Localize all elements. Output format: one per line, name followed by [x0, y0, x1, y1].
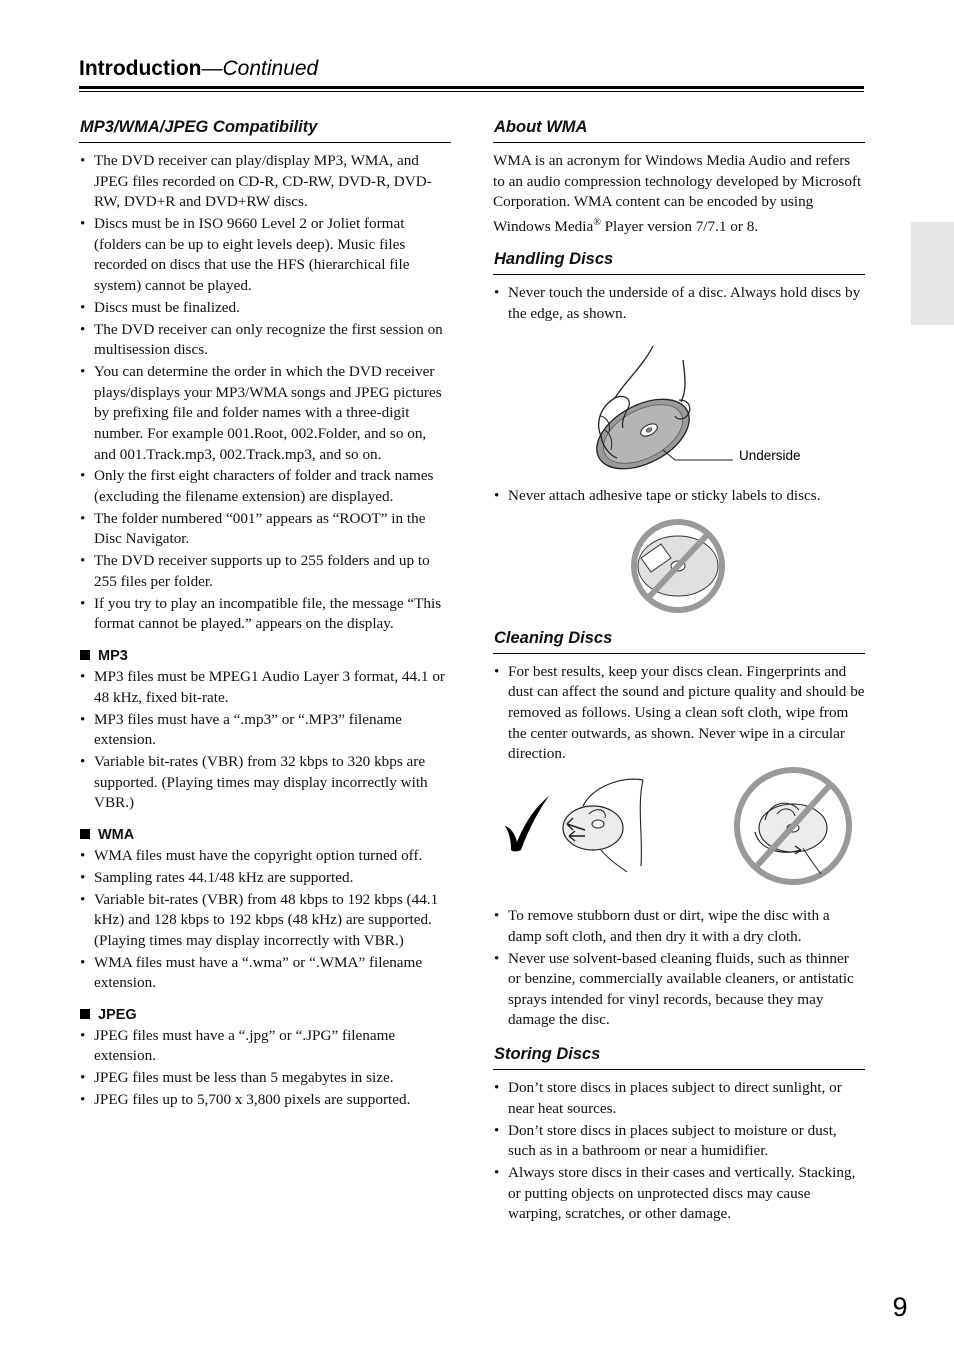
list-item: • Discs must be finalized.	[79, 298, 451, 319]
correct-wiping-illustration	[563, 779, 643, 872]
about-wma-paragraph	[493, 151, 865, 237]
section-title-handling: Handling Discs	[493, 249, 865, 275]
list-item: • Never use solvent-based cleaning fluids, such as thinner or benzine, commercially available cleaners, or antistatic sprays intended for vinyl records, because they may damage the disc.	[493, 949, 865, 1031]
storing-list	[493, 1078, 865, 1225]
about-wma-text-end: Player version 7/7.1 or 8.	[600, 217, 759, 235]
compatibility-list	[79, 151, 451, 635]
about-wma-text: WMA is an acronym for Windows Media Audio and refers to an audio compression technology developed by Microsoft Corporation. WMA content can be encoded by using Windows Media	[493, 152, 862, 235]
list-item: • WMA files must have the copyright option turned off.	[79, 846, 451, 867]
header-title-bold: Introduction	[79, 57, 202, 80]
no-sticky-labels-illustration	[493, 508, 865, 620]
list-item: • The DVD receiver can only recognize the first session on multisession discs.	[79, 320, 451, 361]
cleaning-figure	[493, 766, 865, 906]
hand-holding-disc-figure	[493, 326, 865, 486]
list-item: • The DVD receiver can play/display MP3, WMA, and JPEG files recorded on CD-R, CD-RW, DVD-R, DVD-RW, DVD+R and DVD+RW discs.	[79, 151, 451, 213]
list-item: • Never attach adhesive tape or sticky labels to discs.	[493, 486, 865, 507]
square-bullet-icon	[80, 1009, 90, 1019]
subheading-mp3	[80, 646, 451, 666]
list-item: • Discs must be in ISO 9660 Level 2 or Joliet format (folders can be up to eight levels deep). Music files recorded on discs that use the HFS (hierarchical file system) cannot be played.	[79, 214, 451, 296]
wma-list	[79, 846, 451, 994]
list-item: • JPEG files must be less than 5 megabytes in size.	[79, 1068, 451, 1089]
list-item: • Only the first eight characters of folder and track names (excluding the filename extension) are displayed.	[79, 466, 451, 507]
list-item: • To remove stubborn dust or dirt, wipe the disc with a damp soft cloth, and then dry it with a dry cloth.	[493, 906, 865, 947]
subheading-jpeg-label: JPEG	[98, 1006, 137, 1023]
list-item: • JPEG files up to 5,700 x 3,800 pixels are supported.	[79, 1090, 451, 1111]
section-title-about-wma: About WMA	[493, 117, 865, 143]
handling-list-1	[493, 283, 865, 324]
section-title-cleaning: Cleaning Discs	[493, 628, 865, 654]
list-item: • The DVD receiver supports up to 255 folders and up to 255 files per folder.	[79, 551, 451, 592]
list-item: • MP3 files must have a “.mp3” or “.MP3” filename extension.	[79, 710, 451, 751]
checkmark-icon	[505, 796, 549, 852]
header-title-italic: —Continued	[201, 57, 319, 80]
list-item: • WMA files must have a “.wma” or “.WMA” filename extension.	[79, 953, 451, 994]
list-item: • The folder numbered “001” appears as “ROOT” in the Disc Navigator.	[79, 509, 451, 550]
registered-mark: ®	[593, 216, 601, 228]
header-rule-thin	[79, 91, 864, 92]
section-title-storing: Storing Discs	[493, 1044, 865, 1070]
subheading-wma	[80, 825, 451, 845]
hand-holding-disc-illustration	[493, 326, 865, 486]
underside-caption: Underside	[739, 447, 801, 463]
side-tab	[911, 222, 954, 325]
square-bullet-icon	[80, 650, 90, 660]
list-item: • Always store discs in their cases and vertically. Stacking, or putting objects on unprotected discs may cause warping, scratches, or other damage.	[493, 1163, 865, 1225]
list-item: • You can determine the order in which the DVD receiver plays/displays your MP3/WMA songs and JPEG pictures by prefixing file and folder names with a three-digit number. For example 001.Root, 002.Folder, and so on, and 001.Track.mp3, 002.Track.mp3, and so on.	[79, 362, 451, 465]
list-item: • Never touch the underside of a disc. Always hold discs by the edge, as shown.	[493, 283, 865, 324]
subheading-wma-label: WMA	[98, 826, 135, 843]
jpeg-list	[79, 1026, 451, 1111]
cleaning-list-2	[493, 906, 865, 1031]
list-item: • Don’t store discs in places subject to direct sunlight, or near heat sources.	[493, 1078, 865, 1119]
wiping-direction-illustration	[493, 766, 865, 906]
mp3-list	[79, 667, 451, 814]
section-title-compatibility: MP3/WMA/JPEG Compatibility	[79, 117, 451, 143]
header-rule-thick	[79, 86, 864, 89]
list-item: • Don’t store discs in places subject to moisture or dust, such as in a bathroom or near a humidifier.	[493, 1121, 865, 1162]
list-item: • Variable bit-rates (VBR) from 32 kbps to 320 kbps are supported. (Playing times may display incorrectly with VBR.)	[79, 752, 451, 814]
square-bullet-icon	[80, 829, 90, 839]
subheading-mp3-label: MP3	[98, 648, 128, 665]
right-column	[493, 117, 865, 1226]
list-item: • MP3 files must be MPEG1 Audio Layer 3 format, 44.1 or 48 kHz, fixed bit-rate.	[79, 667, 451, 708]
list-item: • Variable bit-rates (VBR) from 48 kbps to 192 kbps (44.1 kHz) and 128 kbps to 192 kbps (48 kHz) are supported. (Playing times may display incorrectly with VBR.)	[79, 890, 451, 952]
list-item: • For best results, keep your discs clean. Fingerprints and dust can affect the sound and picture quality and should be removed as follows. Using a clean soft cloth, wipe from the center outwards, as shown. Never wipe in a circular direction.	[493, 662, 865, 765]
list-item: • If you try to play an incompatible file, the message “This format cannot be played.” appears on the display.	[79, 594, 451, 635]
incorrect-wiping-illustration	[737, 770, 849, 882]
handling-list-2	[493, 486, 865, 507]
no-labels-figure	[493, 508, 865, 620]
list-item: • JPEG files must have a “.jpg” or “.JPG” filename extension.	[79, 1026, 451, 1067]
list-item: • Sampling rates 44.1/48 kHz are supported.	[79, 868, 451, 889]
left-column	[79, 117, 451, 1112]
page-number: 9	[892, 1292, 908, 1322]
cleaning-list-1	[493, 662, 865, 765]
subheading-jpeg	[80, 1005, 451, 1025]
page-header-title	[79, 57, 318, 81]
